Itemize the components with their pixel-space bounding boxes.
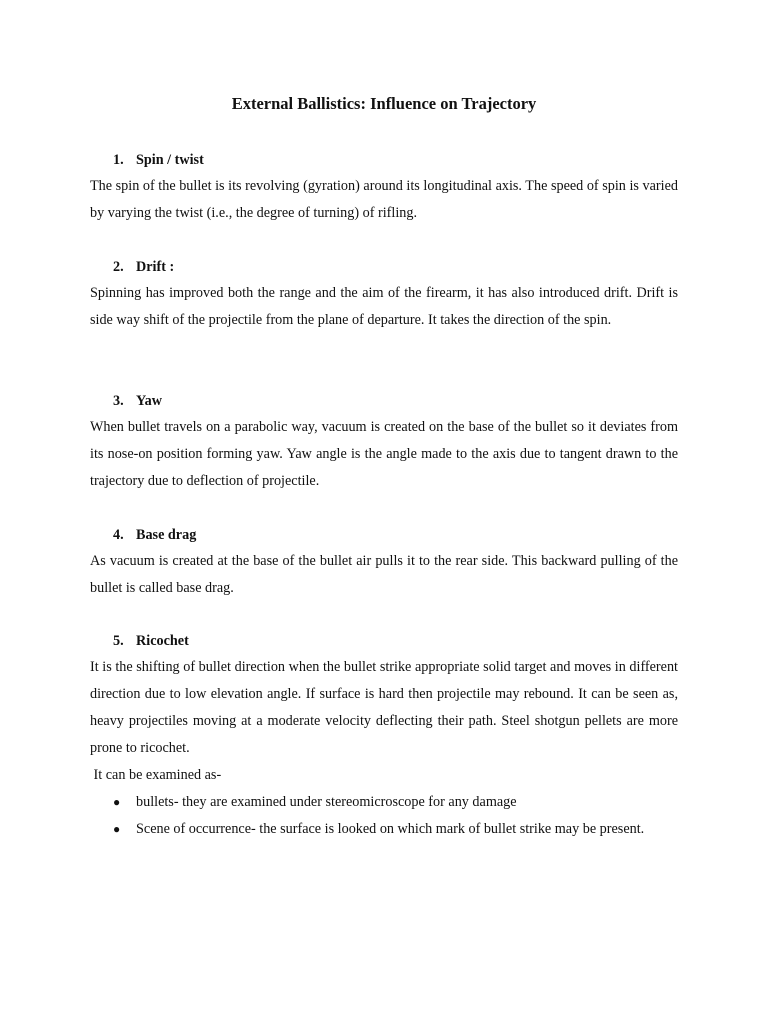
section-title: Drift : — [136, 259, 175, 275]
list-item — [90, 816, 678, 843]
section-number: 1. — [113, 152, 124, 168]
section-number: 3. — [113, 393, 124, 409]
section-title: Spin / twist — [136, 152, 204, 168]
section-paragraph: When bullet travels on a parabolic way, vacuum is created on the base of the bullet so it deviates from its nose-on position forming yaw. Yaw angle is the angle made to the axis due to tangent drawn to the trajectory due to deflection of projectile. — [90, 419, 678, 489]
section-title: Yaw — [136, 393, 163, 409]
section-number: 4. — [113, 527, 124, 543]
section-paragraph: The spin of the bullet is its revolving (gyration) around its longitudinal axis. The speed of spin is varied by varying the twist (i.e., the degree of turning) of rifling. — [90, 178, 678, 221]
section-paragraph: It is the shifting of bullet direction when the bullet strike appropriate solid target and moves in different direction due to low elevation angle. If surface is hard then projectile may rebound. It can be seen as, heavy projectiles moving at a moderate velocity deflecting their path. Steel shotgun pellets are more prone to ricochet. — [90, 659, 678, 756]
list-item-text: Scene of occurrence- the surface is looked on which mark of bullet strike may be present. — [136, 821, 645, 837]
page-title: External Ballistics: Influence on Trajectory — [231, 94, 537, 113]
section-paragraph: Spinning has improved both the range and the aim of the firearm, it has also introduced drift. Drift is side way shift of the projectile from the plane of departure. It takes the direction of the spin. — [90, 285, 678, 328]
section-heading — [90, 391, 678, 411]
examination-intro: It can be examined as- — [90, 767, 222, 783]
section-spin-twist — [90, 150, 678, 227]
section-base-drag — [90, 525, 678, 602]
section-heading — [90, 150, 678, 170]
section-ricochet — [90, 631, 678, 843]
list-item-text: bullets- they are examined under stereomicroscope for any damage — [136, 794, 517, 810]
bullet-list — [90, 789, 678, 843]
section-yaw — [90, 391, 678, 495]
section-title: Ricochet — [136, 633, 189, 649]
section-title: Base drag — [136, 527, 197, 543]
section-drift — [90, 257, 678, 334]
list-item — [90, 789, 678, 816]
section-heading — [90, 631, 678, 651]
section-number: 2. — [113, 259, 124, 275]
bullet-dot-icon: ● — [113, 795, 121, 809]
bullet-dot-icon: ● — [113, 822, 121, 836]
section-number: 5. — [113, 633, 124, 649]
section-heading — [90, 257, 678, 277]
section-paragraph: As vacuum is created at the base of the bullet air pulls it to the rear side. This backward pulling of the bullet is called base drag. — [90, 553, 678, 596]
section-heading — [90, 525, 678, 545]
